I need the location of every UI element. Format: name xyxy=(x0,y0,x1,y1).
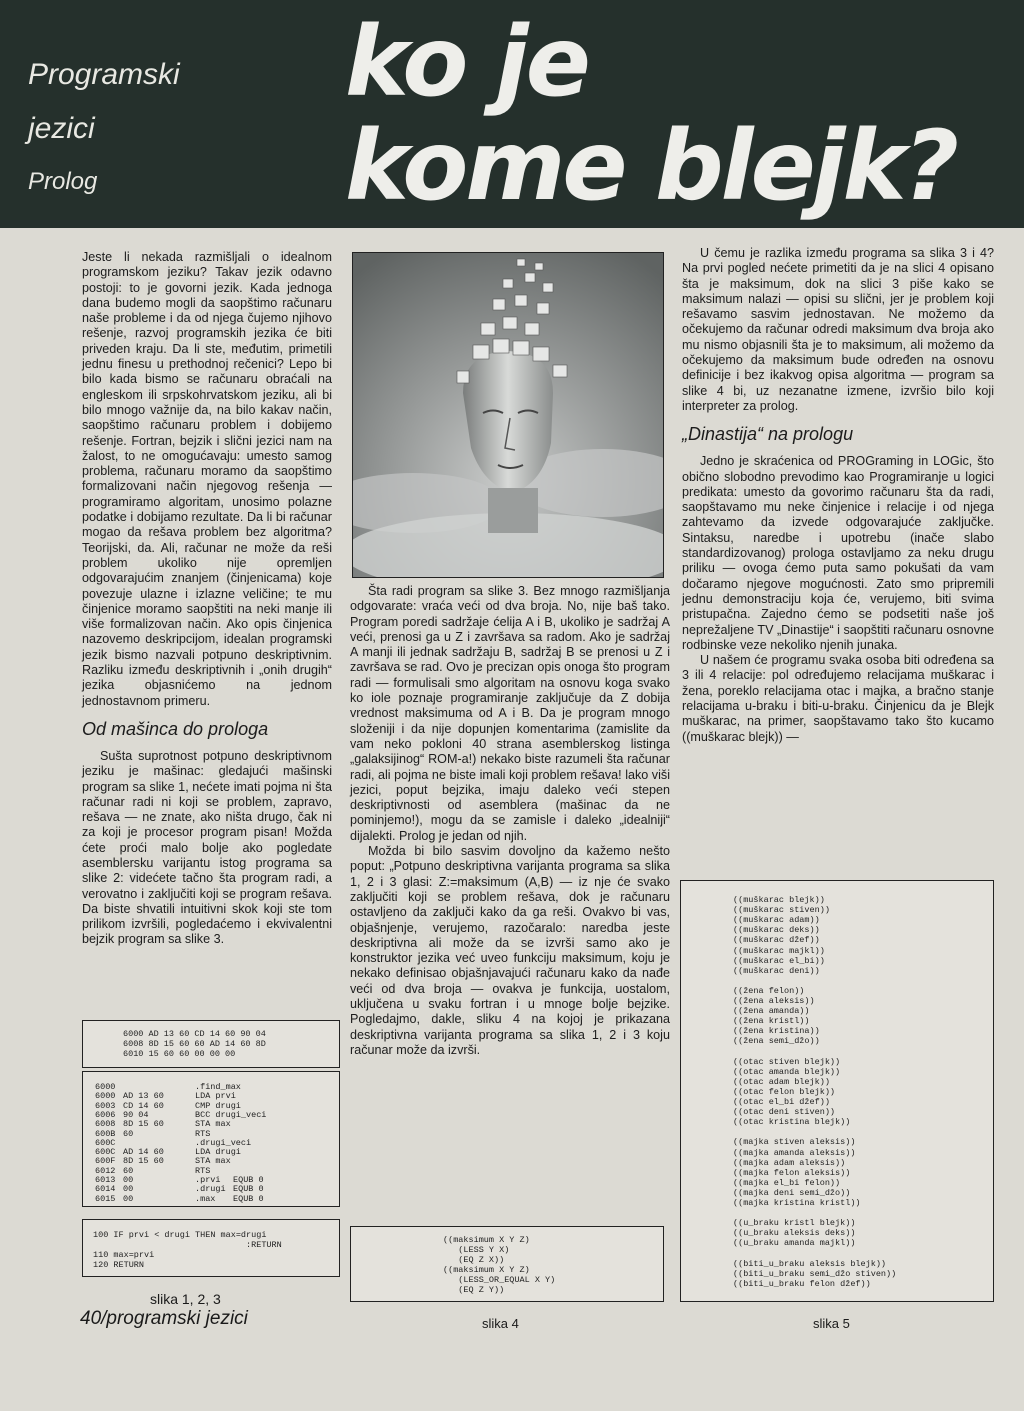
code-cell: RTS xyxy=(195,1128,211,1139)
code-line: ((majka kristina kristl)) xyxy=(733,1198,861,1208)
code-cell: 6013 xyxy=(95,1175,116,1185)
code-cell: 8D 15 60 xyxy=(123,1156,164,1167)
section-topic: Prolog xyxy=(28,168,98,195)
code-cell: AD 14 60 xyxy=(123,1147,164,1158)
code-line: ((muškarac deks)) xyxy=(733,925,820,936)
code-cell: RTS xyxy=(195,1165,211,1176)
code-line: ((majka stiven aleksis)) xyxy=(733,1137,856,1148)
code-cell: 6006 xyxy=(95,1109,116,1120)
code-cell: BCC drugi_veci xyxy=(195,1109,267,1120)
code-cell: .find_max xyxy=(195,1082,241,1092)
code-cell: .drugi xyxy=(195,1184,226,1195)
code-cell: 6012 xyxy=(95,1165,116,1176)
code-line: 110 max=prvi xyxy=(93,1250,155,1260)
code-cell: 600C xyxy=(95,1137,116,1148)
code-line: ((majka felon aleksis)) xyxy=(733,1167,851,1178)
code-cell: 6008 xyxy=(95,1119,116,1130)
code-line: ((otac deni stiven)) xyxy=(733,1107,836,1118)
code-cell: 6003 xyxy=(95,1100,116,1111)
code-line: 6008 8D 15 60 60 AD 14 60 8D xyxy=(123,1039,266,1049)
code-line: ((majka adam aleksis)) xyxy=(733,1157,846,1168)
code-line: ((biti_u_braku aleksis blejk)) xyxy=(733,1258,887,1269)
code-line: (EQ Z X)) xyxy=(443,1255,505,1265)
code-cell: EQUB 0 xyxy=(233,1175,264,1185)
code-line: ((maksimum X Y Z) xyxy=(443,1265,530,1275)
headline-line-1: ko je xyxy=(345,6,588,118)
code-line: 6000 AD 13 60 CD 14 60 90 04 xyxy=(123,1029,266,1039)
section-sublabel: jezici xyxy=(28,112,95,145)
code-cell: 90 04 xyxy=(123,1109,149,1120)
subheading-dinastija: „Dinastija“ na prologu xyxy=(682,424,854,445)
code-cell: 6014 xyxy=(95,1184,116,1195)
code-line: ((muškarac blejk)) xyxy=(733,895,825,905)
code-line: ((u_braku aleksis deks)) xyxy=(733,1228,856,1239)
code-cell: 6000 xyxy=(95,1091,116,1102)
code-line: ((u_braku amanda majkl)) xyxy=(733,1238,856,1249)
code-cell: .drugi_veci xyxy=(195,1137,252,1148)
code-line: ((žena amanda)) xyxy=(733,1006,810,1017)
code-line: ((biti_u_braku semi_džo stiven)) xyxy=(733,1268,897,1279)
code-line: :RETURN xyxy=(93,1240,282,1250)
dinastija-facts-listing xyxy=(680,880,994,1302)
code-cell: EQUB 0 xyxy=(233,1184,264,1195)
code-line: 100 IF prvi < drugi THEN max=drugi xyxy=(93,1230,267,1240)
code-line: ((otac felon blejk)) xyxy=(733,1086,836,1097)
code-line: (EQ Z Y)) xyxy=(443,1285,505,1295)
caption-slika-1-2-3: slika 1, 2, 3 xyxy=(150,1291,221,1307)
code-line: ((otac amanda blejk)) xyxy=(733,1066,841,1077)
paragraph-relacije: U našem će programu svaka osoba biti određena sa 3 ili 4 relacije: pol određujemo relacijama muškarac i žena, poreklo relacijama otac i majka, a bračno stanje relacijama u-braku i biti-u-braku. Činjenicu da je Blejk muškarac, na primer, saopštavamo tako što kucamo ((muškarac blejk)) — xyxy=(682,653,994,744)
prolog-maksimum-listing xyxy=(350,1226,664,1302)
code-line: ((muškarac majkl)) xyxy=(733,945,825,956)
code-cell: 600F xyxy=(95,1156,116,1167)
paragraph-razlika: U čemu je razlika između programa sa slika 3 i 4? Na prvi pogled nećete primetiti da je na slici 4 opisano šta je maksimum, dok na slici 3 piše kako se maksimum nalazi — opisi su slični, jer je problem koji rešavamo sasvim jednostavan. Ne možemo da očekujemo da računar odredi maksimum dva broja ako mu nismo objasnili šta je to maksimum, ali možemo da očekujemo da maksimum bude određen na osnovu definicije i bez ikakvog opisa algoritma — program sa slike 4 bi, uz nezanatne izmene, izvršio bilo koji interpreter za prolog. xyxy=(682,246,994,413)
subheading-masinac: Od mašinca do prologa xyxy=(82,718,269,739)
code-cell: 60 xyxy=(123,1128,134,1139)
paragraph-masinac: Sušta suprotnost potpuno deskriptivnom jeziku je mašinac: gledajući mašinski program sa slike 1, nećete imati pojma ni šta računar radi ni koji se problem, zapravo, rešava — ne znate, ako ništa drugo, čak ni za koji je procesor program pisan! Možda ćete proći malo bolje ako pogledate asemblersku varijantu istog programa sa slike 2: videćete tačno šta program radi, a verovatno i zaključiti koji se program rešava. Da biste shvatili intuitivni skok koji ste tom prilikom izvršili, pogledaćemo i ekvivalentni bejzik program sa slike 3. xyxy=(82,748,332,947)
text-column-2 xyxy=(350,584,670,1058)
code-line: 120 RETURN xyxy=(93,1260,145,1270)
code-line: (LESS_OR_EQUAL X Y) xyxy=(443,1275,556,1285)
code-line: ((majka amanda aleksis)) xyxy=(733,1147,856,1158)
intro-paragraph: Jeste li nekada razmišljali o idealnom programskom jeziku? Takav jezik odavno postoji: to je govorni jezik. Kada jednoga dana budemo mogli da saopštimo računaru naše probleme i da od njega čujemo njihovo rešenje, razvoj programskih jezika će biti priveden kraju. Da li ste, međutim, primetili jednu finesu u prethodnoj rečenici? Lepo bi bilo kada bismo se računaru obraćali na engleskom ili srpskohrvatskom jeziku, ali bi bilo mnogo važnije da, na bilo kakav način, saopštimo računaru problem i dobijemo rešenje. Fortran, bejzik i slični jezici nam na žalost, to ne omogućavaju: umesto samog problema, računaru moramo da saopštimo formalizovani način njegovog rešenja — programiramo algoritam, unosimo polazne podatke i dobijamo rezultate. Da li bi računar mogao da rešava problem bez algoritma? Teorijski, da. Ali, računar ne može da reši problem ukoliko nije opremljen odgovarajućim znanjem (činjenicama) koje povezuje ulazne i izlazne veličine; te mu činjenice moramo saopštiti na neki manje ili više formalizovan način. Ako opis činjenica nazovemo deskripcijom, idealan programski jezik bismo nazvali potpuno deskriptivnim. Razliku između deskriptivnih i „onih drugih“ jezika objasnićemo na jednom jednostavnom primeru. xyxy=(82,250,332,708)
text-column-3 xyxy=(682,246,994,745)
text-column-1 xyxy=(82,250,332,948)
paragraph-maksimum: Možda bi bilo sasvim dovoljno da kažemo nešto poput: „Potpuno deskriptivna varijanta programa sa slika 1, 2 i 3 glasi: Z:=maksimum (A,B) — iz nje će svako zaključiti koji se problem rešava, dok je računaru ostavljeno da zaključi kako da ga reši. Ovakvo bi vas, objašnjenje, verujemo, razočaralo: naredba jeste deskriptivna ali može da se izvrši samo ako je konstruktor jezika već uveo funkciju maksimum, koju je nekako definisao objašnjavajući računaru kako da nađe veći od dva broja — ovakva je funkcija, uostalom, uključena u svaku fortran i u mnoge bolje bejzike. Pogledajmo, dakle, sliku 4 na kojoj je prikazana deskriptivna varijanta programa sa slika 1, 2 i 3 koju računar može da izvrši. xyxy=(350,844,670,1057)
code-cell: 600B xyxy=(95,1128,116,1139)
code-line: ((žena semi_džo)) xyxy=(733,1036,820,1047)
machine-code-listing xyxy=(82,1020,340,1068)
code-line: ((muškarac el_bi)) xyxy=(733,955,825,966)
headline-line-2: kome blejk? xyxy=(345,110,957,222)
code-cell: EQUB 0 xyxy=(233,1193,264,1204)
code-cell: LDA prvi xyxy=(195,1091,236,1102)
code-line: ((muškarac stiven)) xyxy=(733,905,830,916)
code-line: 6010 15 60 60 00 00 00 xyxy=(123,1049,236,1059)
code-cell: AD 13 60 xyxy=(123,1091,164,1102)
code-line: ((muškarac džef)) xyxy=(733,935,820,946)
code-line: ((muškarac adam)) xyxy=(733,915,820,926)
code-cell: 00 xyxy=(123,1193,134,1204)
code-cell: 60 xyxy=(123,1165,134,1176)
assembler-listing xyxy=(82,1071,340,1207)
code-cell: STA max xyxy=(195,1156,231,1167)
code-line: ((otac el_bi džef)) xyxy=(733,1097,830,1107)
code-cell: 6015 xyxy=(95,1193,116,1204)
code-line: ((maksimum X Y Z) xyxy=(443,1235,530,1245)
caption-slika-4: slika 4 xyxy=(482,1316,519,1331)
code-line: (LESS Y X) xyxy=(443,1245,510,1255)
code-cell: 600C xyxy=(95,1147,116,1158)
code-cell: .max xyxy=(195,1193,216,1204)
code-cell: 00 xyxy=(123,1175,134,1185)
code-line: ((majka deni semi_džo)) xyxy=(733,1187,851,1198)
code-line: ((biti_u_braku felon džef)) xyxy=(733,1278,871,1289)
code-line: ((žena felon)) xyxy=(733,985,805,996)
code-cell: 6000 xyxy=(95,1082,116,1092)
code-cell: STA max xyxy=(195,1119,231,1130)
code-line: ((žena aleksis)) xyxy=(733,996,815,1006)
page-footer: 40/programski jezici xyxy=(80,1308,248,1329)
code-line: ((u_braku kristl blejk)) xyxy=(733,1218,856,1229)
head-illustration-graphic xyxy=(353,253,663,577)
code-cell: CMP drugi xyxy=(195,1100,241,1111)
article-header xyxy=(0,0,1024,228)
code-cell: .prvi xyxy=(195,1175,221,1185)
section-label: Programski xyxy=(28,58,180,91)
code-cell: LDA drugi xyxy=(195,1147,241,1158)
code-cell: 00 xyxy=(123,1184,134,1195)
code-cell: CD 14 60 xyxy=(123,1100,164,1111)
code-line: ((otac stiven blejk)) xyxy=(733,1056,841,1067)
code-cell: 8D 15 60 xyxy=(123,1119,164,1130)
code-line: ((žena kristl)) xyxy=(733,1016,810,1027)
code-line: ((otac adam blejk)) xyxy=(733,1076,830,1087)
code-line: ((majka el_bi felon)) xyxy=(733,1177,841,1188)
paragraph-prolog-intro: Jedno je skraćenica od PROGraming in LOGic, što obično slobodno prevodimo kao Programiranje u logici predikata: umesto da govorimo računaru šta da radi, saopštavamo mu neke činjenice i relacije i od njega zahtevamo da izvede odgovarajuće zaključke. Sintaksu, naredbe i upotrebu (inače slabo standardizovanog) prologa ostavljamo za neku drugu priliku — ovoga ćemo puta samo pokušati da vam dočaramo njegove mogućnosti. Zato smo pripremili jednu demonstraciju koja će, verujemo, biti svima pristupačna. Zajedno ćemo se podsetiti naše još neprežaljene TV „Dinastije“ i saopštiti računaru osnovne rodbinske veze nekoliko njenih junaka. xyxy=(682,454,994,652)
code-line: ((otac kristina blejk)) xyxy=(733,1117,851,1128)
code-line: ((muškarac deni)) xyxy=(733,965,820,976)
surreal-head-illustration xyxy=(352,252,664,578)
basic-listing xyxy=(82,1219,340,1277)
caption-slika-5: slika 5 xyxy=(813,1316,850,1331)
paragraph-slika-3: Šta radi program sa slike 3. Bez mnogo razmišljanja odgovarate: vraća veći od dva broja. No, nije baš tako. Program poredi sadržaje ćelija A i B, ukoliko je sadržaj A veći, prenosi ga u Z i završava sa radom. Ako je sadržaj A manji ili jednak sadržaju B, sadržaj B se prenosi u Z i završava se rad. Ovo je precizan opis onoga što program radi — formulisali smo algoritam na osnovu koga svako ko iole poznaje programiranje zaključuje da Z dobija vrednost maksimuma od A i B. Da je program mnogo složeniji i da nije dopunjen komentarima (zamislite da vam neko pokloni 40 strana asemblerskog listinga „galaksijinog“ ROM-a!) nekako biste razumeli šta računar radi, ali pojma ne biste imali koji problem rešava! lako viši jezici, poput bejzika, imaju daleko veći stepen deskriptivnosti od asemblera (mašinac da ne pominjemo!), mogu da se zamisle i daleko „idealniji“ dijalekti. Prolog je jedan od njih. xyxy=(350,584,670,843)
code-line: ((žena kristina)) xyxy=(733,1026,820,1037)
